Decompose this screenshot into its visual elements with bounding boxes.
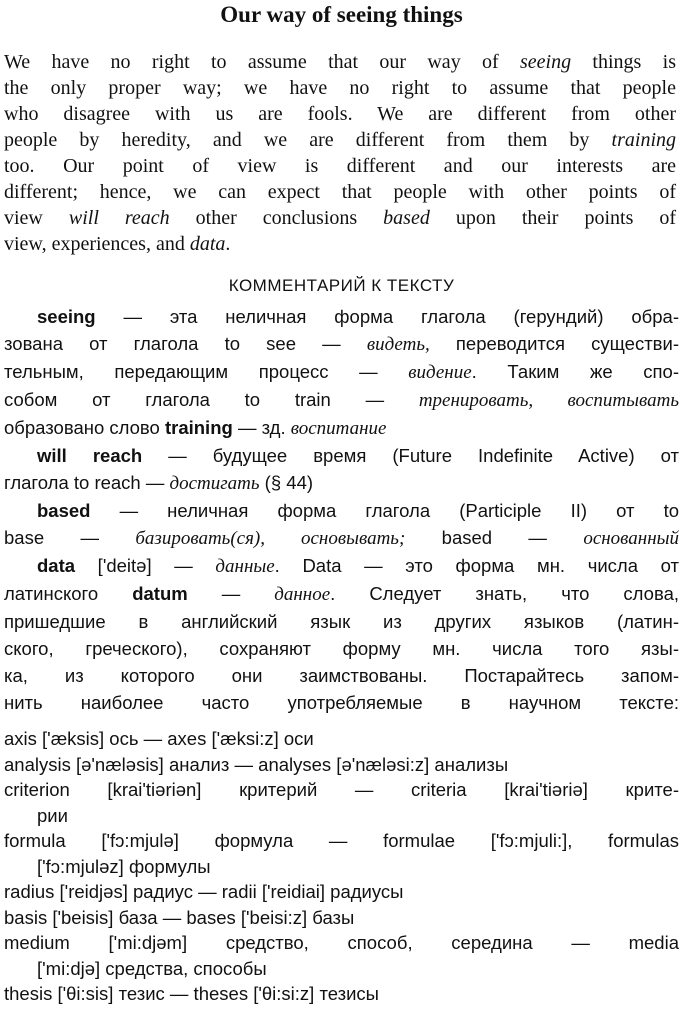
text-run: people by heredity, and we are different from them by xyxy=(4,129,612,151)
translation: видеть, xyxy=(366,334,430,355)
text-run: латинского xyxy=(4,583,133,604)
text-run: зована от глагола to see — xyxy=(4,333,367,354)
text-run: . xyxy=(225,233,231,255)
commentary-heading: КОММЕНТАРИЙ К ТЕКСТУ xyxy=(228,276,455,295)
translation: данные xyxy=(215,556,275,577)
text-run: other conclusions xyxy=(169,207,384,229)
vocab-item: medium ['mi:djəm] средство, способ, середина — media xyxy=(4,932,679,953)
text-run: who disagree with us are fools. We are different from other xyxy=(4,103,676,125)
text-run: образовано слово xyxy=(4,417,165,438)
vocab-item: basis ['beisis] база — bases ['beisi:z] базы xyxy=(4,906,355,928)
comment-line: пришедшие в английский язык из других языков (латин- xyxy=(4,611,679,632)
italic-word: seeing xyxy=(520,51,572,73)
vocab-item: radius ['reidjəs] радиус — radii ['reidiai] радиусы xyxy=(4,881,404,902)
text-run: the only proper way; we have no right to assume that people xyxy=(4,77,676,99)
comment-will-reach xyxy=(4,442,679,497)
text-run: base — xyxy=(4,527,136,548)
paragraph-line xyxy=(4,49,676,75)
term: training xyxy=(164,417,233,438)
comment-line xyxy=(4,330,679,358)
vocab-item: analysis [ə'næləsis] анализ — analyses [ə'næləsi:z] анализы xyxy=(4,753,509,775)
vocab-item: axis ['æksis] ось — axes ['æksi:z] оси xyxy=(4,728,314,749)
translation: достигать xyxy=(169,473,260,494)
translation: данное xyxy=(274,584,331,605)
comment-line: нить наиболее часто употребляемые в научном тексте: xyxy=(4,692,679,713)
vocab-item-continuation: рии xyxy=(37,804,68,826)
translation: базировать(ся), основывать; xyxy=(135,528,406,549)
main-paragraph xyxy=(4,49,679,257)
term: based xyxy=(37,500,91,521)
comment-data xyxy=(4,552,679,716)
comment-line xyxy=(4,386,679,414)
text-run: — будущее время (Future Indefinite Active) от xyxy=(142,445,679,466)
comment-line xyxy=(4,358,679,386)
text-run: based — xyxy=(405,527,584,548)
paragraph-line xyxy=(4,205,676,231)
vocabulary-list xyxy=(4,726,679,1007)
vocab-item-continuation: ['fɔ:mjuləz] формулы xyxy=(37,855,211,877)
text-run: . Таким же спо- xyxy=(471,361,679,382)
text-run: — эта неличная форма глагола (герундий) обра- xyxy=(95,306,679,327)
comment-line xyxy=(4,580,679,608)
paragraph-line xyxy=(4,101,676,127)
text-run: view, experiences, and xyxy=(4,233,190,255)
text-run: different; hence, we can expect that people with other points of xyxy=(4,181,676,203)
comment-line xyxy=(4,469,679,497)
comment-line xyxy=(4,414,679,442)
translation: тренировать, воспитывать xyxy=(418,390,679,411)
italic-word: based xyxy=(383,207,430,229)
paragraph-line xyxy=(4,127,676,153)
comment-based xyxy=(4,497,679,552)
page-title: Our way of seeing things xyxy=(220,2,463,27)
text-run: тельным, передающим процесс — xyxy=(4,361,409,382)
transcription: ['deitə] — xyxy=(75,555,216,576)
paragraph-line xyxy=(4,179,676,205)
text-run: things is xyxy=(571,51,676,73)
vocab-item: formula ['fɔ:mjulə] формула — formulae ['fɔ:mjuli:], formulas xyxy=(4,830,679,851)
translation: видение xyxy=(408,362,472,383)
text-run: собом от глагола to train — xyxy=(4,389,419,410)
comment-line xyxy=(4,303,679,330)
term: seeing xyxy=(37,306,96,327)
text-run: . Data — это форма мн. числа от xyxy=(274,555,679,576)
vocab-item-continuation: ['mi:djə] средства, способы xyxy=(37,957,267,979)
comment-line xyxy=(4,552,679,580)
comment-line: ка, из которого они заимствованы. Постарайтесь запом- xyxy=(4,665,679,686)
text-run: переводится существи- xyxy=(429,333,679,354)
paragraph-line xyxy=(4,153,676,179)
comment-line xyxy=(4,442,679,469)
text-run: (§ 44) xyxy=(259,472,314,493)
paragraph-line xyxy=(4,231,676,257)
text-run: — зд. xyxy=(232,417,291,438)
comment-seeing xyxy=(4,303,679,442)
text-run: view xyxy=(4,207,69,229)
text-run: . Следует знать, что слова, xyxy=(330,583,680,604)
comment-line: ского, греческого), сохраняют форму мн. числа того язы- xyxy=(4,638,679,659)
translation: воспитание xyxy=(290,418,387,439)
text-run: — неличная форма глагола (Participle II) от to xyxy=(90,500,679,521)
italic-word: data xyxy=(189,233,226,255)
text-run: too. Our point of view is different and our interests are xyxy=(4,155,676,177)
comment-line xyxy=(4,497,679,524)
vocab-item: thesis ['θi:sis] тезис — theses ['θi:si:z] тезисы xyxy=(4,983,379,1004)
term: data xyxy=(37,555,76,576)
text-run: глагола to reach — xyxy=(4,472,170,493)
text-run: — xyxy=(187,583,275,604)
term: datum xyxy=(132,583,188,604)
text-run: We have no right to assume that our way of xyxy=(4,51,520,73)
text-run: upon their points of xyxy=(429,207,676,229)
term: will reach xyxy=(37,445,143,466)
italic-word: training xyxy=(611,129,676,151)
paragraph-line xyxy=(4,75,676,101)
italic-word: will reach xyxy=(68,207,170,229)
vocab-item: criterion [krai'tiəriən] критерий — criteria [krai'tiəriə] крите- xyxy=(4,779,679,800)
translation: основанный xyxy=(583,528,680,549)
comment-line xyxy=(4,524,679,552)
